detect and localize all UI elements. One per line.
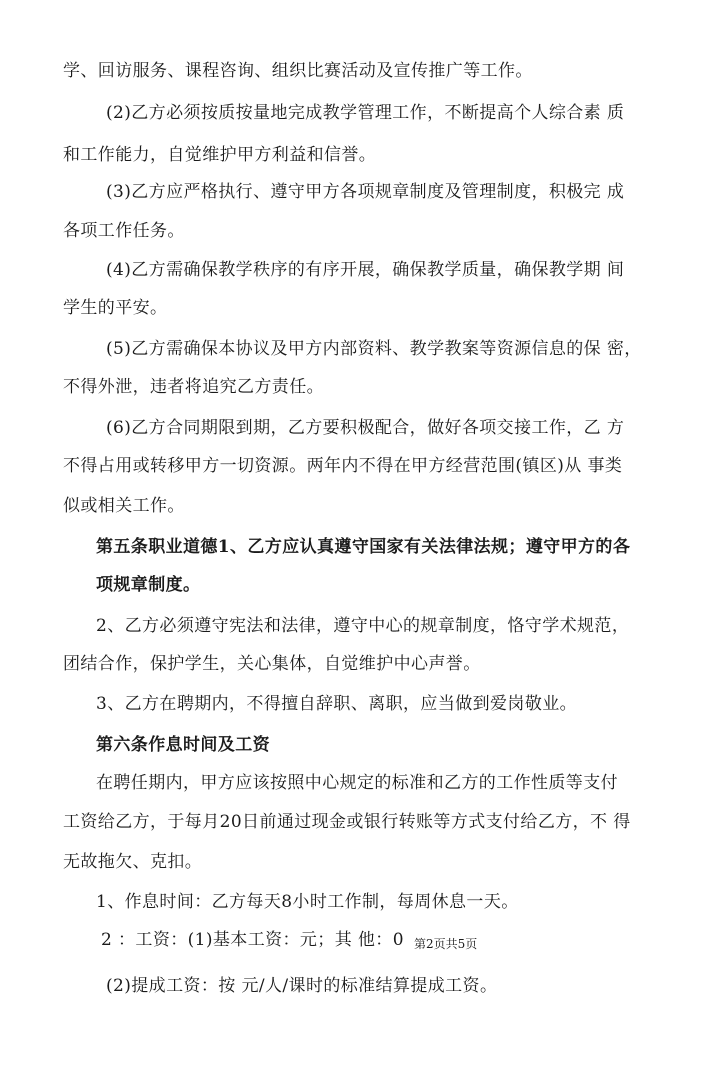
text-line: 学生的平安。 (63, 298, 168, 318)
text-line: 各项工作任务。 (63, 221, 185, 241)
text-line: (2)乙方必须按质按量地完成教学管理工作，不断提高个人综合素 质 (106, 103, 625, 123)
text-line: 工资给乙方，于每月20日前通过现金或银行转账等方式支付给乙方，不 得 (63, 812, 631, 832)
text-line: 无故拖欠、克扣。 (63, 852, 203, 872)
text-line: 3、乙方在聘期内，不得擅自辞职、离职，应当做到爱岗敬业。 (96, 694, 578, 714)
section-heading: 第五条职业道德1、乙方应认真遵守国家有关法律法规；遵守甲方的各 (96, 537, 631, 557)
text-line: 学、回访服务、课程咨询、组织比赛活动及宣传推广等工作。 (63, 61, 533, 81)
text-line: (3)乙方应严格执行、遵守甲方各项规章制度及管理制度，积极完 成 (106, 182, 625, 202)
text-line: 团结合作，保护学生，关心集体，自觉维护中心声誉。 (63, 654, 481, 674)
text-line: 1、作息时间：乙方每天8小时工作制，每周休息一天。 (96, 892, 519, 912)
text-line: (6)乙方合同期限到期，乙方要积极配合，做好各项交接工作，乙 方 (106, 418, 625, 438)
text-line: 不得外泄，违者将追究乙方责任。 (63, 377, 324, 397)
text-line: 2、乙方必须遵守宪法和法律，遵守中心的规章制度，恪守学术规范， (96, 616, 630, 636)
page-number: 第2页共5页 (414, 937, 478, 951)
text-line: 和工作能力，自觉维护甲方利益和信誉。 (63, 145, 377, 165)
text-line: (2)提成工资：按 元/人/课时的标准结算提成工资。 (106, 976, 498, 996)
text-line: 似或相关工作。 (63, 496, 185, 516)
text-line: (4)乙方需确保教学秩序的有序开展，确保教学质量，确保教学期 间 (106, 260, 625, 280)
text-line: (5)乙方需确保本协议及甲方内部资料、教学教案等资源信息的保 密， (106, 339, 642, 359)
section-heading-continued: 项规章制度。 (96, 575, 201, 595)
section-heading: 第六条作息时间及工资 (96, 735, 270, 755)
text-line: 2 ：工资：(1)基本工资：元；其 他：0 (101, 930, 404, 950)
text-line: 不得占用或转移甲方一切资源。两年内不得在甲方经营范围(镇区)从 事类 (63, 456, 623, 476)
text-line: 在聘任期内，甲方应该按照中心规定的标准和乙方的工作性质等支付 (96, 773, 618, 793)
